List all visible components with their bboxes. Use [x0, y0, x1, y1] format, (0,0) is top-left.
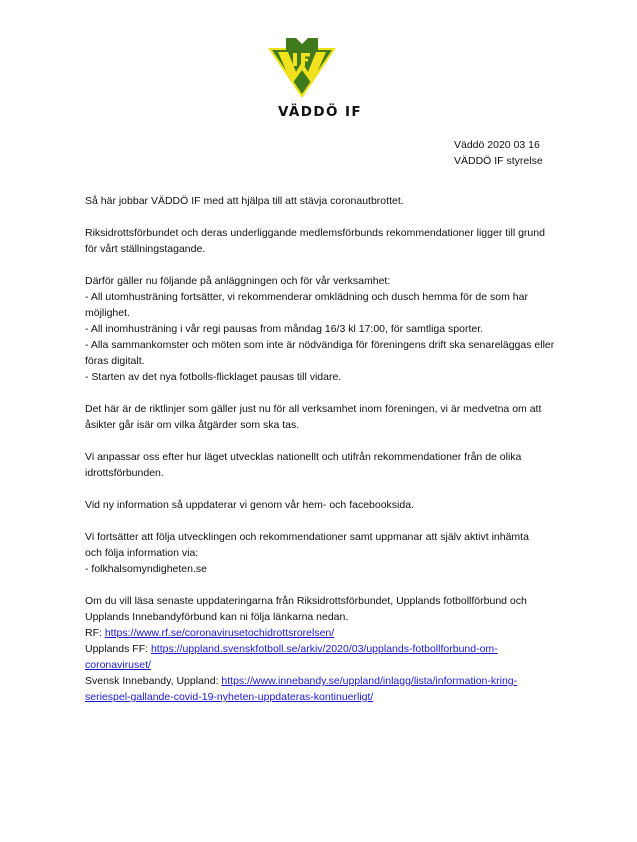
text-line: Upplands Innebandyförbund kan ni följa länkarna nedan.: [85, 611, 349, 623]
link-upplands-ff: [85, 641, 565, 657]
letter-header: [454, 137, 543, 169]
text-line: Vi anpassar oss efter hur läget utvecklas nationellt och utifrån rekommendationer från de olika: [85, 451, 522, 463]
folkhalsomyndigheten-item: - folkhalsomyndigheten.se: [85, 563, 207, 575]
text-line: Riksidrottsförbundet och deras underliggande medlemsförbunds rekommendationer ligger till grund: [85, 227, 545, 239]
measures-heading: Därför gäller nu följande på anläggningen och för vår verksamhet:: [85, 275, 391, 287]
upplands-ff-link[interactable]: https://uppland.svenskfotboll.se/arkiv/2020/03/upplands-fotbollforbund-om-: [150, 643, 498, 655]
text-line: Det här är de riktlinjer som gäller just nu för all verksamhet inom föreningen, vi är medvetna om att: [85, 403, 542, 415]
measure-item: - Alla sammankomster och möten som inte är nödvändiga för föreningens drift ska senareläggas eller: [85, 339, 555, 351]
intro-paragraph: Så här jobbar VÄDDÖ IF med att hjälpa till att stävja coronautbrottet.: [85, 195, 404, 207]
link-innebandy: [85, 673, 565, 689]
signature: VÄDDÖ IF styrelse: [454, 155, 543, 167]
club-crest-icon: [266, 34, 338, 100]
updates-paragraph: Vid ny information så uppdaterar vi genom vår hem- och facebooksida.: [85, 499, 414, 511]
text-line: idrottsförbunden.: [85, 467, 164, 479]
text-line: för vårt ställningstagande.: [85, 243, 206, 255]
guidelines-paragraph: [85, 401, 565, 433]
link-label: Upplands FF:: [85, 643, 151, 655]
innebandy-link[interactable]: https://www.innebandy.se/uppland/inlagg/lista/information-kring-: [221, 675, 518, 687]
basis-paragraph: [85, 225, 565, 257]
text-line: Om du vill läsa senaste uppdateringarna från Riksidrottsförbundet, Upplands fotbollförbund och: [85, 595, 527, 607]
innebandy-link-cont[interactable]: seriespel-gallande-covid-19-nyheten-uppdateras-kontinuerligt/: [85, 691, 374, 703]
measure-item-cont: föras digitalt.: [85, 355, 145, 367]
link-label: RF:: [85, 627, 105, 639]
measure-item: - Starten av det nya fotbolls-flicklaget pausas till vidare.: [85, 371, 342, 383]
measure-item-cont: möjlighet.: [85, 307, 130, 319]
links-paragraph: [85, 593, 565, 705]
adapt-paragraph: [85, 449, 565, 481]
link-rf: [85, 625, 565, 641]
club-logo: [266, 34, 338, 100]
text-line: och följa information via:: [85, 547, 199, 559]
upplands-ff-link-cont[interactable]: coronaviruset/: [85, 659, 151, 671]
letter-body: [85, 193, 565, 721]
measures-paragraph: [85, 273, 565, 385]
measure-item: - All inomhusträning i vår regi pausas from måndag 16/3 kl 17:00, för samtliga sporter.: [85, 323, 484, 335]
text-line: åsikter går isär om vilka åtgärder som ska tas.: [85, 419, 300, 431]
text-line: Vi fortsätter att följa utvecklingen och rekommendationer samt uppmanar att själv aktivt inhämta: [85, 531, 529, 543]
rf-link[interactable]: https://www.rf.se/coronavirusetochidrottsrorelsen/: [104, 627, 335, 639]
follow-paragraph: [85, 529, 565, 577]
place-date: Väddö 2020 03 16: [454, 139, 540, 151]
link-label: Svensk Innebandy, Uppland:: [85, 675, 222, 687]
club-name: VÄDDÖ IF: [277, 104, 362, 120]
measure-item: - All utomhusträning fortsätter, vi rekommenderar omklädning och dusch hemma för de som har: [85, 291, 528, 303]
